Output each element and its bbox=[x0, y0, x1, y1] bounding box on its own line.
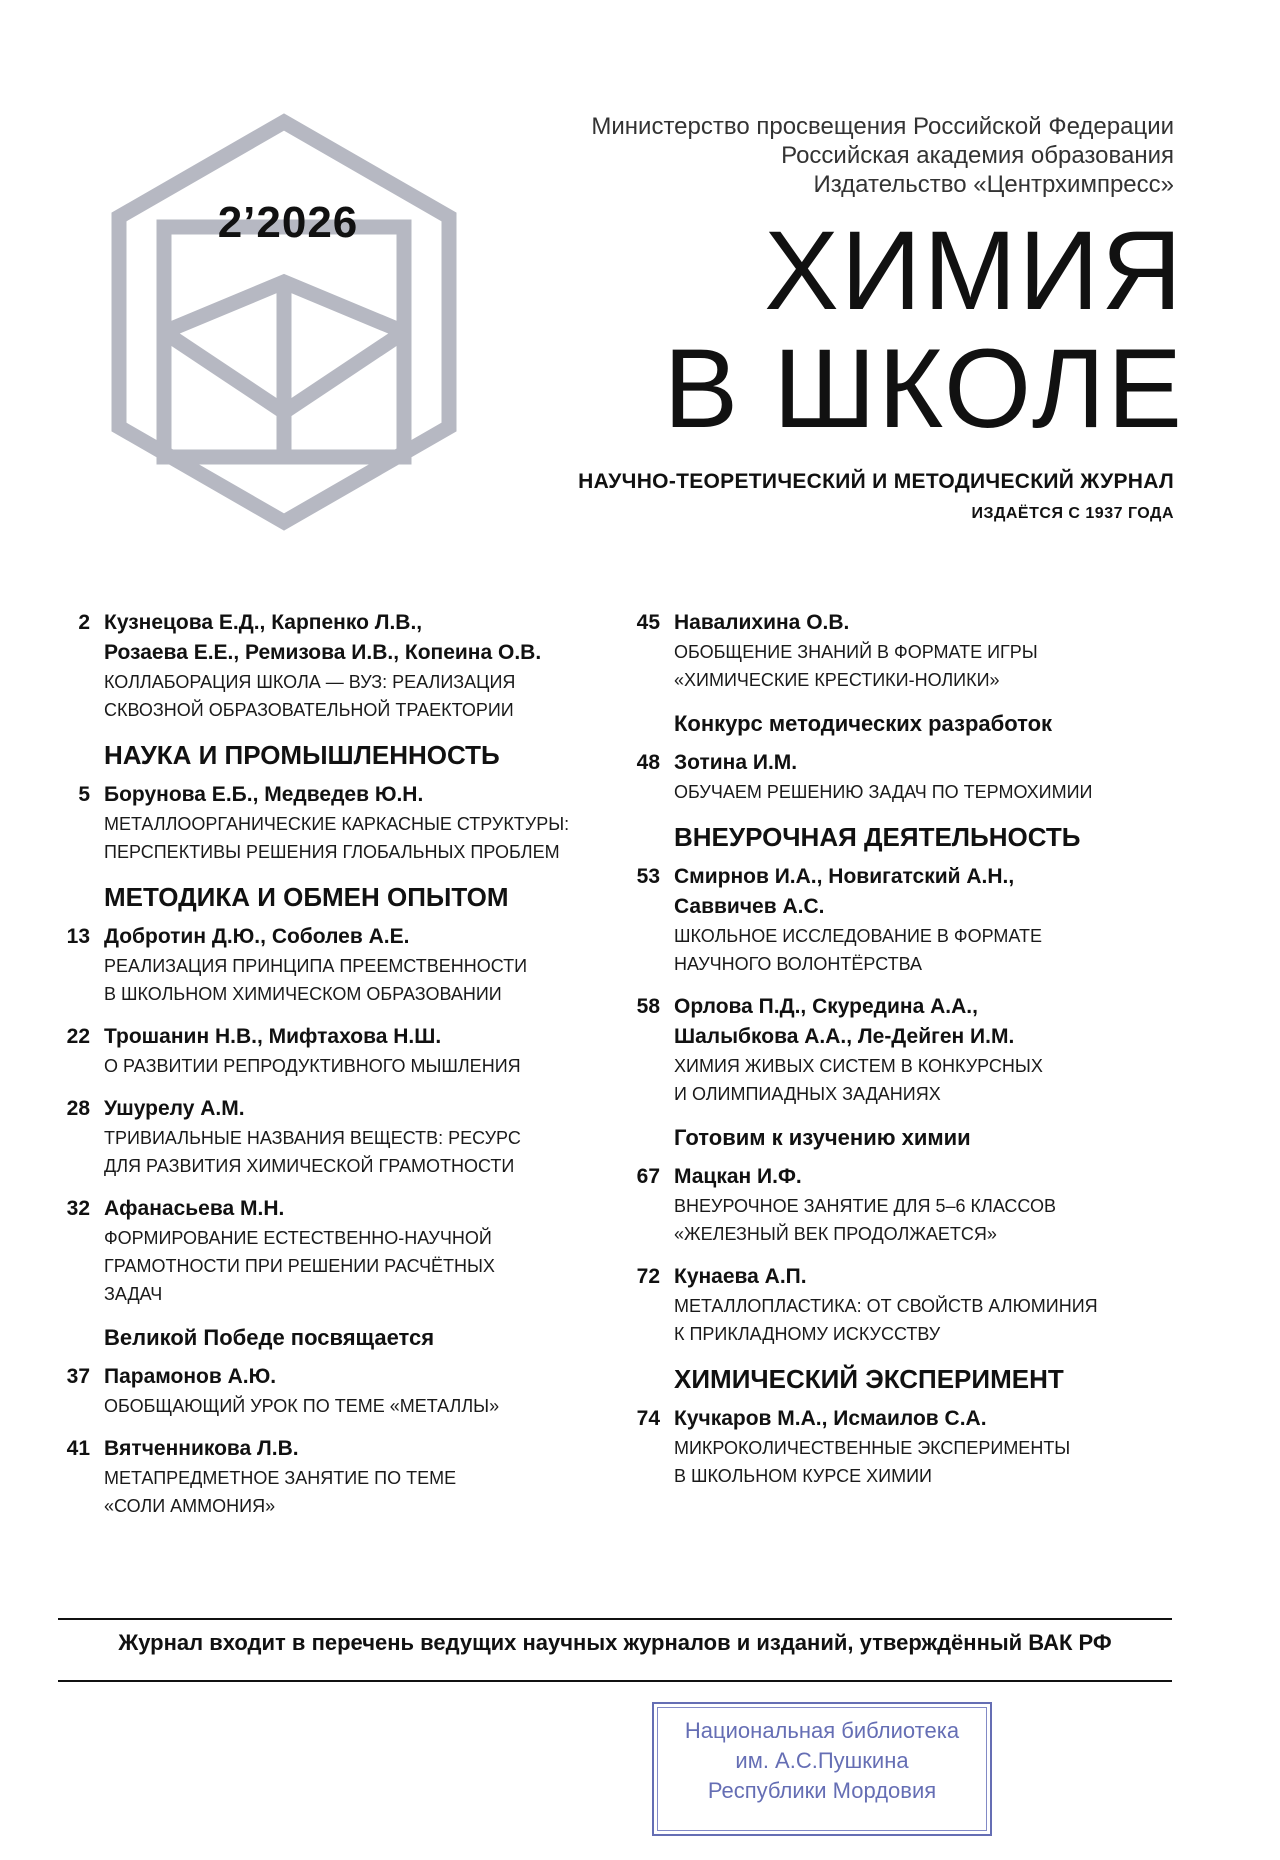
journal-logo-hexagon bbox=[104, 112, 464, 532]
toc-subsection-heading: Готовим к изучению химии bbox=[674, 1125, 971, 1150]
toc-authors: Трошанин Н.В., Мифтахова Н.Ш. bbox=[104, 1025, 442, 1048]
journal-title-line1: ХИМИЯ bbox=[764, 208, 1184, 333]
library-stamp bbox=[652, 1702, 992, 1836]
toc-article-title: КОЛЛАБОРАЦИЯ ШКОЛА — ВУЗ: РЕАЛИЗАЦИЯ СКВОЗНОЙ ОБРАЗОВАТЕЛЬНОЙ ТРАЕКТОРИИ bbox=[104, 672, 516, 720]
toc-left-column bbox=[50, 608, 610, 1534]
toc-entry bbox=[50, 1434, 610, 1520]
toc-article-title: РЕАЛИЗАЦИЯ ПРИНЦИПА ПРЕЕМСТВЕННОСТИ В ШКОЛЬНОМ ХИМИЧЕСКОМ ОБРАЗОВАНИИ bbox=[104, 956, 528, 1004]
toc-entry bbox=[50, 922, 610, 1008]
toc-entry bbox=[50, 780, 610, 866]
toc-authors: Навалихина О.В. bbox=[674, 611, 850, 634]
toc-authors: Зотина И.М. bbox=[674, 751, 798, 774]
toc-page-number: 2 bbox=[78, 611, 90, 634]
toc-page-number: 48 bbox=[636, 751, 660, 774]
toc-subsection-heading: Конкурс методических разработок bbox=[674, 711, 1053, 736]
toc-entry bbox=[50, 1362, 610, 1420]
toc-page-number: 5 bbox=[78, 783, 90, 806]
toc-entry bbox=[620, 748, 1180, 806]
toc-right-column bbox=[620, 608, 1180, 1504]
toc-authors: Парамонов А.Ю. bbox=[104, 1365, 277, 1388]
toc-entry bbox=[50, 1022, 610, 1080]
toc-page-number: 74 bbox=[636, 1407, 660, 1430]
toc-page-number: 58 bbox=[636, 995, 660, 1018]
toc-entry bbox=[620, 992, 1180, 1108]
journal-title-line2: В ШКОЛЕ bbox=[663, 326, 1184, 451]
toc-authors: Орлова П.Д., Скуредина А.А., Шалыбкова А.А., Ле-Дейген И.М. bbox=[674, 995, 1015, 1048]
toc-authors: Афанасьева М.Н. bbox=[104, 1197, 285, 1220]
toc-article-title: ОБОБЩЕНИЕ ЗНАНИЙ В ФОРМАТЕ ИГРЫ «ХИМИЧЕСКИЕ КРЕСТИКИ-НОЛИКИ» bbox=[674, 642, 1038, 690]
stamp-line-3: Республики Мордовия bbox=[707, 1778, 937, 1803]
toc-page-number: 28 bbox=[66, 1097, 90, 1120]
logo-book-right-fold bbox=[284, 332, 404, 412]
toc-page-number: 72 bbox=[636, 1265, 660, 1288]
toc-section-heading: НАУКА И ПРОМЫШЛЕННОСТЬ bbox=[104, 740, 500, 770]
toc-authors: Кунаева А.П. bbox=[674, 1265, 807, 1288]
toc-article-title: ВНЕУРОЧНОЕ ЗАНЯТИЕ ДЛЯ 5–6 КЛАССОВ «ЖЕЛЕЗНЫЙ ВЕК ПРОДОЛЖАЕТСЯ» bbox=[674, 1196, 1057, 1244]
toc-page-number: 53 bbox=[636, 865, 660, 888]
toc-entry bbox=[620, 862, 1180, 978]
toc-entry bbox=[50, 1194, 610, 1308]
publisher-house: Издательство «Центрхимпресс» bbox=[813, 171, 1174, 198]
toc-page-number: 67 bbox=[636, 1165, 660, 1188]
toc-authors: Добротин Д.Ю., Соболев А.Е. bbox=[104, 925, 410, 948]
toc-authors: Смирнов И.А., Новигатский А.Н., Саввичев А.С. bbox=[674, 865, 1015, 918]
publisher-ministry: Министерство просвещения Российской Федерации bbox=[591, 113, 1174, 140]
toc-page-number: 45 bbox=[636, 611, 660, 634]
toc-authors: Вятченникова Л.В. bbox=[104, 1437, 299, 1460]
toc-page-number: 41 bbox=[66, 1437, 90, 1460]
toc-authors: Кучкаров М.А., Исмаилов С.А. bbox=[674, 1407, 987, 1430]
toc-article-title: ФОРМИРОВАНИЕ ЕСТЕСТВЕННО-НАУЧНОЙ ГРАМОТНОСТИ ПРИ РЕШЕНИИ РАСЧЁТНЫХ ЗАДАЧ bbox=[104, 1228, 495, 1304]
stamp-line-1: Национальная библиотека bbox=[684, 1718, 960, 1743]
toc-authors: Мацкан И.Ф. bbox=[674, 1165, 802, 1188]
top-rule bbox=[58, 1618, 1172, 1620]
toc-section-heading: ВНЕУРОЧНАЯ ДЕЯТЕЛЬНОСТЬ bbox=[674, 822, 1081, 852]
logo-book-left-fold bbox=[164, 332, 284, 412]
journal-subtitle: НАУЧНО-ТЕОРЕТИЧЕСКИЙ И МЕТОДИЧЕСКИЙ ЖУРНАЛ bbox=[578, 470, 1174, 493]
toc-entry bbox=[620, 1404, 1180, 1490]
toc-page-number: 37 bbox=[66, 1365, 90, 1388]
toc-section-heading: МЕТОДИКА И ОБМЕН ОПЫТОМ bbox=[104, 882, 509, 912]
toc-authors: Борунова Е.Б., Медведев Ю.Н. bbox=[104, 783, 424, 806]
toc-authors: Ушурелу А.М. bbox=[104, 1097, 245, 1120]
toc-entry bbox=[620, 608, 1180, 694]
toc-article-title: ХИМИЯ ЖИВЫХ СИСТЕМ В КОНКУРСНЫХ И ОЛИМПИАДНЫХ ЗАДАНИЯХ bbox=[674, 1056, 1043, 1104]
published-since: ИЗДАЁТСЯ С 1937 ГОДА bbox=[971, 505, 1174, 522]
toc-entry bbox=[620, 1262, 1180, 1348]
toc-article-title: МИКРОКОЛИЧЕСТВЕННЫЕ ЭКСПЕРИМЕНТЫ В ШКОЛЬНОМ КУРСЕ ХИМИИ bbox=[674, 1438, 1071, 1486]
issue-number: 2’2026 bbox=[217, 198, 359, 247]
publishers-block bbox=[591, 112, 1174, 199]
toc-article-title: ШКОЛЬНОЕ ИССЛЕДОВАНИЕ В ФОРМАТЕ НАУЧНОГО ВОЛОНТЁРСТВА bbox=[674, 926, 1043, 974]
toc-article-title: ОБОБЩАЮЩИЙ УРОК ПО ТЕМЕ «МЕТАЛЛЫ» bbox=[104, 1396, 500, 1416]
toc-article-title: МЕТАЛЛОПЛАСТИКА: ОТ СВОЙСТВ АЛЮМИНИЯ К ПРИКЛАДНОМУ ИСКУССТВУ bbox=[674, 1296, 1098, 1344]
toc-subsection-heading: Великой Победе посвящается bbox=[104, 1325, 435, 1350]
publisher-academy: Российская академия образования bbox=[781, 142, 1174, 169]
bottom-rule bbox=[58, 1680, 1172, 1682]
stamp-line-2: им. А.С.Пушкина bbox=[735, 1748, 909, 1773]
vak-notice: Журнал входит в перечень ведущих научных журналов и изданий, утверждённый ВАК РФ bbox=[118, 1630, 1112, 1655]
toc-article-title: МЕТАПРЕДМЕТНОЕ ЗАНЯТИЕ ПО ТЕМЕ «СОЛИ АММОНИЯ» bbox=[104, 1468, 457, 1516]
toc-entry bbox=[620, 1162, 1180, 1248]
toc-entry bbox=[50, 1094, 610, 1180]
toc-section-heading: ХИМИЧЕСКИЙ ЭКСПЕРИМЕНТ bbox=[674, 1364, 1064, 1394]
journal-title bbox=[663, 208, 1184, 451]
toc-article-title: О РАЗВИТИИ РЕПРОДУКТИВНОГО МЫШЛЕНИЯ bbox=[104, 1056, 521, 1076]
toc-article-title: ТРИВИАЛЬНЫЕ НАЗВАНИЯ ВЕЩЕСТВ: РЕСУРС ДЛЯ РАЗВИТИЯ ХИМИЧЕСКОЙ ГРАМОТНОСТИ bbox=[104, 1128, 521, 1176]
toc-page-number: 13 bbox=[66, 925, 90, 948]
toc-article-title: ОБУЧАЕМ РЕШЕНИЮ ЗАДАЧ ПО ТЕРМОХИМИИ bbox=[674, 782, 1093, 802]
toc-page-number: 22 bbox=[66, 1025, 90, 1048]
toc-entry bbox=[50, 608, 610, 724]
toc-authors: Кузнецова Е.Д., Карпенко Л.В., Розаева Е.Е., Ремизова И.В., Копеина О.В. bbox=[104, 611, 542, 664]
toc-page-number: 32 bbox=[66, 1197, 90, 1220]
toc-article-title: МЕТАЛЛООРГАНИЧЕСКИЕ КАРКАСНЫЕ СТРУКТУРЫ: ПЕРСПЕКТИВЫ РЕШЕНИЯ ГЛОБАЛЬНЫХ ПРОБЛЕМ bbox=[104, 814, 570, 862]
